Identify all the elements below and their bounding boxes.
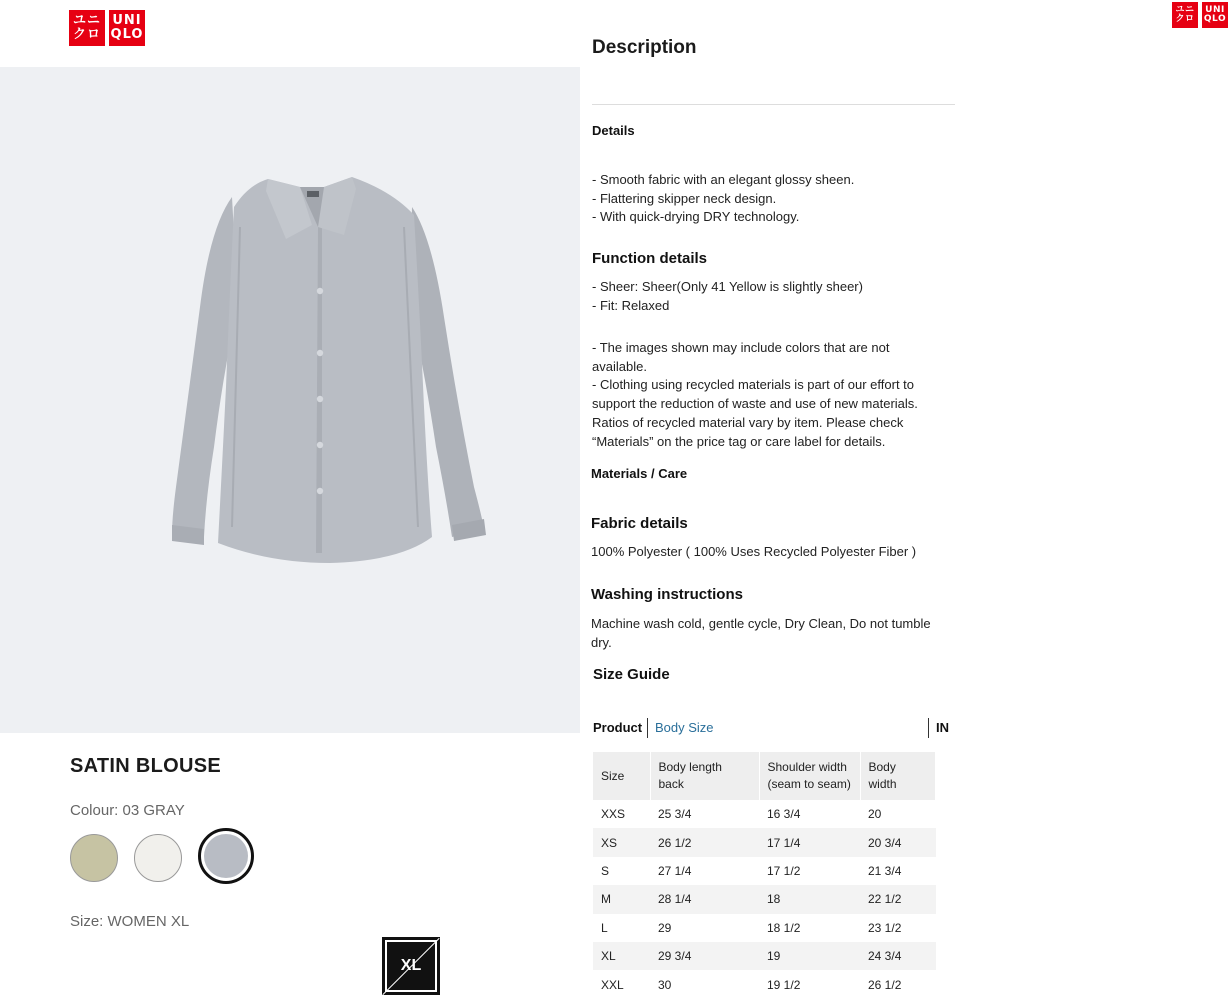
swatch-off-white[interactable] (134, 834, 182, 882)
table-cell: 18 1/2 (767, 920, 801, 935)
tab-separator (928, 718, 929, 738)
logo-tile-latin: UNI QLO (109, 10, 145, 46)
size-xl-button[interactable]: XL (382, 937, 440, 995)
table-cell: 24 3/4 (860, 942, 936, 970)
materials-care-heading: Materials / Care (591, 466, 688, 481)
product-title: SATIN BLOUSE (70, 755, 222, 777)
size-guide-heading: Size Guide (593, 666, 670, 683)
table-row (593, 942, 936, 970)
table-header-row (593, 752, 936, 800)
tab-product[interactable]: Product (593, 720, 643, 735)
table-cell: 30 (658, 977, 672, 992)
list-item: - With quick-drying DRY technology. (592, 209, 800, 225)
table-cell: 21 3/4 (868, 863, 902, 878)
table-cell: 25 3/4 (658, 807, 692, 822)
table-row (593, 885, 936, 913)
details-list (592, 171, 854, 227)
note-item: - Clothing using recycled materials is part of our effort to support the reduction of waste and use of new materials. Ratios of recycled material vary by item. Please check “Materials” on the price tag or care label for details. (592, 377, 918, 449)
details-heading: Details (592, 123, 635, 138)
column-header: Body length back (650, 752, 759, 800)
table-cell: 27 1/4 (658, 863, 692, 878)
product-photo[interactable] (0, 67, 580, 733)
table-cell: 23 1/2 (868, 920, 902, 935)
logo-tile-katakana: ユニ クロ (1172, 2, 1198, 28)
uniqlo-logo-small[interactable] (1172, 2, 1228, 28)
fabric-details-text: 100% Polyester ( 100% Uses Recycled Polyester Fiber ) (591, 544, 917, 559)
size-label: Size: WOMEN XL (70, 913, 190, 930)
table-cell: 16 3/4 (767, 807, 801, 822)
table-cell: 19 (759, 942, 860, 970)
washing-instructions-heading: Washing instructions (591, 586, 743, 603)
table-cell: XXS (601, 807, 626, 822)
list-item: - Smooth fabric with an elegant glossy sheen. (592, 172, 855, 187)
table-cell: 29 (658, 920, 672, 935)
table-cell: 19 1/2 (767, 977, 801, 992)
uniqlo-logo[interactable] (69, 10, 145, 46)
list-item: - Sheer: Sheer(Only 41 Yellow is slightly sheer) (592, 279, 863, 294)
swatch-beige[interactable] (70, 834, 118, 882)
tab-separator (647, 718, 648, 738)
table-cell: 26 1/2 (650, 828, 759, 856)
table-cell: XL (593, 942, 650, 970)
table-cell: 29 3/4 (650, 942, 759, 970)
function-details-list (592, 278, 863, 315)
table-cell: 20 3/4 (860, 828, 936, 856)
table-cell: 17 1/4 (759, 828, 860, 856)
table-cell: 28 1/4 (650, 885, 759, 913)
tab-body-size[interactable]: Body Size (655, 720, 714, 735)
divider (592, 104, 955, 105)
table-cell: 17 1/2 (767, 863, 801, 878)
colour-swatches (70, 832, 254, 884)
product-gallery-column (0, 0, 580, 1000)
size-table (593, 752, 936, 999)
note-item: - The images shown may include colors that are not available. (592, 340, 890, 374)
function-details-heading: Function details (592, 250, 708, 267)
table-cell: XXL (601, 977, 624, 992)
swatch-gray-selected[interactable] (198, 828, 254, 884)
table-row (593, 857, 936, 885)
column-header: Size (593, 752, 650, 800)
column-header: Body width (860, 752, 936, 800)
list-item: - Fit: Relaxed (592, 297, 670, 313)
washing-instructions-text: Machine wash cold, gentle cycle, Dry Clean, Do not tumble dry. (591, 616, 931, 650)
table-cell: M (593, 885, 650, 913)
size-guide-tabs (593, 718, 950, 738)
logo-tile-katakana: ユニ クロ (69, 10, 105, 46)
table-cell: XS (593, 828, 650, 856)
notes (592, 339, 942, 451)
description-column (580, 0, 1227, 1000)
column-header: Shoulder width (seam to seam) (759, 752, 860, 800)
logo-tile-latin: UNI QLO (1202, 2, 1228, 28)
unit-toggle-in[interactable]: IN (936, 720, 949, 735)
colour-label: Colour: 03 GRAY (70, 802, 185, 819)
table-row (593, 800, 936, 828)
table-row (593, 970, 936, 998)
list-item: - Flattering skipper neck design. (592, 190, 777, 206)
table-row (593, 914, 936, 942)
fabric-details-heading: Fabric details (591, 515, 688, 532)
table-cell: 18 (759, 885, 860, 913)
table-cell: 26 1/2 (868, 977, 902, 992)
table-cell: S (601, 863, 610, 878)
description-title: Description (592, 37, 697, 58)
table-cell: 20 (868, 807, 882, 822)
table-row (593, 828, 936, 856)
blouse-image (0, 67, 580, 733)
table-cell: L (601, 920, 608, 935)
table-cell: 22 1/2 (860, 885, 936, 913)
